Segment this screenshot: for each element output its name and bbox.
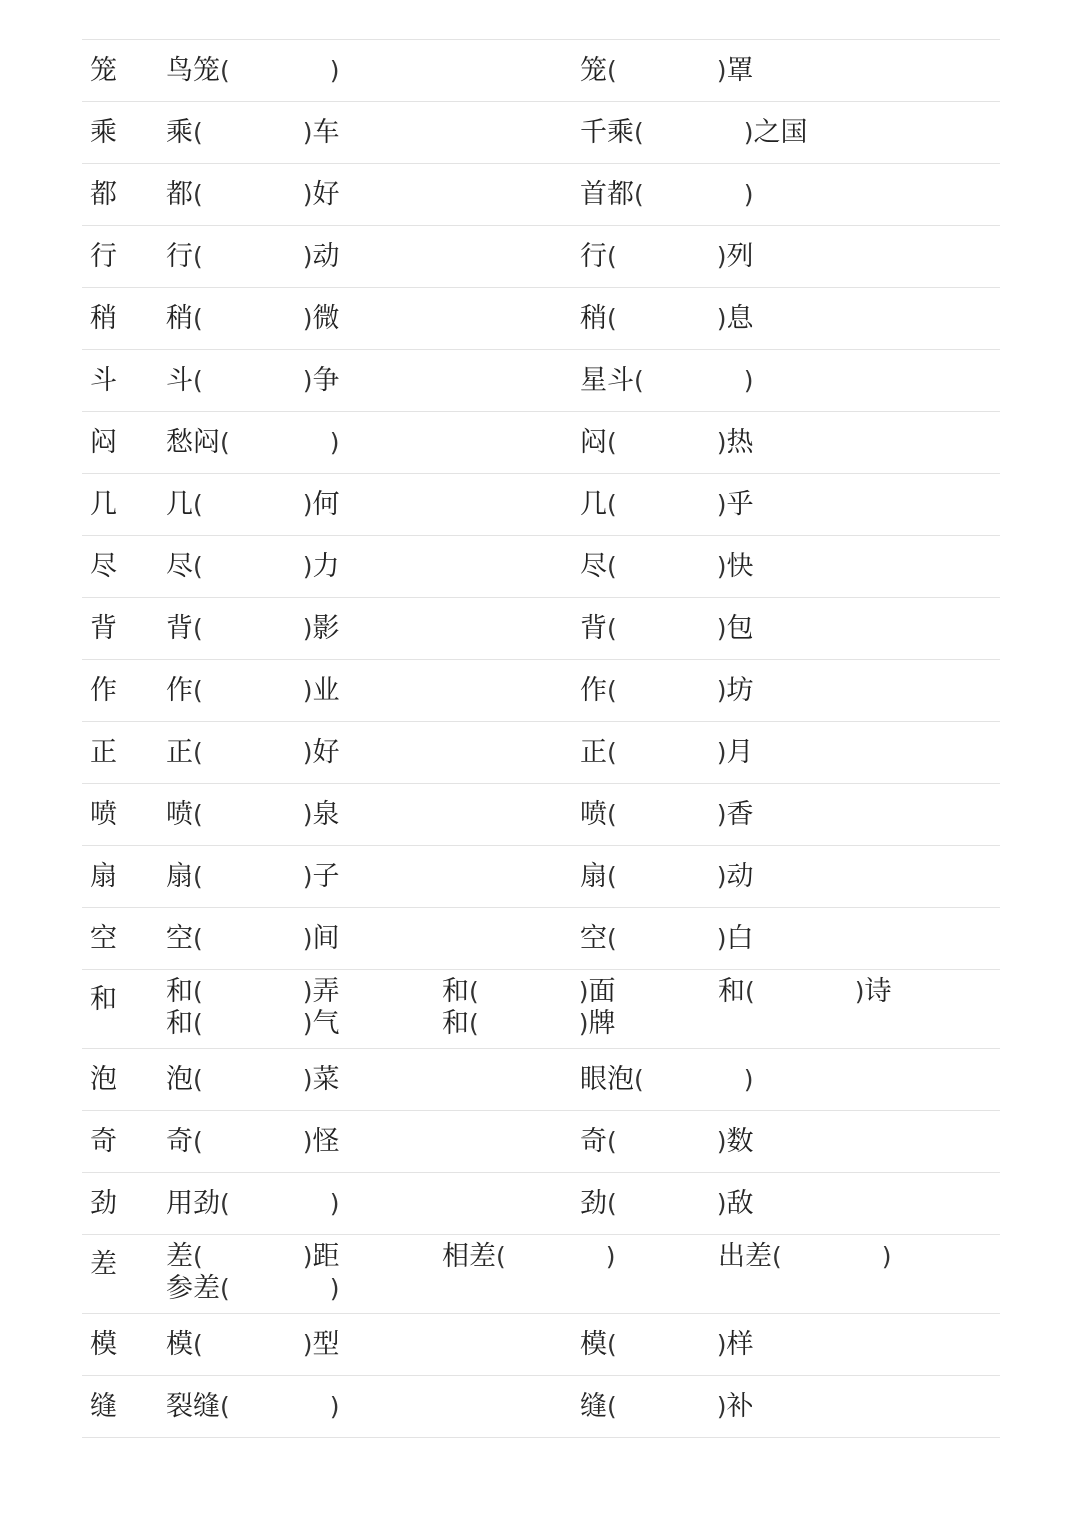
word-prefix: 背: [166, 613, 193, 644]
open-paren: (: [220, 428, 230, 457]
word-suffix: 月: [726, 737, 754, 768]
word-entry: [166, 613, 340, 645]
exercise-row: [82, 1376, 1000, 1438]
word-entry: [166, 799, 340, 831]
close-paren: ): [716, 304, 727, 333]
word-prefix: 和: [166, 976, 193, 1007]
word-entry: [580, 923, 754, 955]
word-prefix: 喷: [166, 799, 193, 830]
open-paren: (: [634, 118, 644, 147]
open-paren: (: [193, 1330, 203, 1359]
word-prefix: 空: [580, 923, 607, 954]
word-prefix: 和: [442, 976, 469, 1007]
polyphone-exercise-sheet: [82, 39, 1000, 1438]
word-entry: [166, 1329, 340, 1361]
word-suffix: 坊: [726, 675, 754, 706]
close-paren: ): [302, 304, 313, 333]
open-paren: (: [193, 304, 203, 333]
polyphone-char: 模: [90, 1329, 117, 1360]
exercise-row: [82, 970, 1000, 1049]
close-paren: ): [743, 180, 754, 209]
word-suffix: 动: [312, 241, 340, 272]
open-paren: (: [193, 738, 203, 767]
open-paren: (: [607, 490, 617, 519]
polyphone-char: 泡: [90, 1064, 117, 1095]
word-suffix: 何: [312, 489, 340, 520]
close-paren: ): [605, 1242, 616, 1271]
word-entry: [442, 1008, 616, 1040]
word-entry: [442, 976, 616, 1008]
close-paren: ): [716, 1127, 727, 1156]
word-prefix: 千乘: [580, 117, 634, 148]
close-paren: ): [302, 800, 313, 829]
word-entry: [580, 1391, 754, 1423]
close-paren: ): [302, 1242, 313, 1271]
open-paren: (: [496, 1242, 506, 1271]
close-paren: ): [743, 366, 754, 395]
exercise-row: [82, 288, 1000, 350]
word-entry: [166, 1008, 340, 1040]
open-paren: (: [634, 366, 644, 395]
word-prefix: 稍: [166, 303, 193, 334]
open-paren: (: [193, 800, 203, 829]
word-prefix: 模: [580, 1329, 607, 1360]
word-suffix: 子: [312, 861, 340, 892]
polyphone-char: 缝: [90, 1391, 117, 1422]
exercise-row: [82, 536, 1000, 598]
polyphone-char: 行: [90, 241, 117, 272]
close-paren: ): [743, 118, 754, 147]
word-entry: [166, 737, 340, 769]
word-suffix: 型: [312, 1329, 340, 1360]
word-suffix: 车: [312, 117, 340, 148]
open-paren: (: [607, 1392, 617, 1421]
word-prefix: 扇: [166, 861, 193, 892]
word-prefix: 相差: [442, 1241, 496, 1272]
close-paren: ): [302, 1065, 313, 1094]
word-prefix: 尽: [166, 551, 193, 582]
word-entry: [166, 1126, 340, 1158]
open-paren: (: [193, 924, 203, 953]
word-suffix: 乎: [726, 489, 754, 520]
open-paren: (: [220, 1189, 230, 1218]
word-suffix: 数: [726, 1126, 754, 1157]
polyphone-char: 差: [90, 1249, 117, 1280]
open-paren: (: [607, 304, 617, 333]
close-paren: ): [302, 180, 313, 209]
word-prefix: 行: [580, 241, 607, 272]
word-entry: [580, 613, 754, 645]
word-suffix: 香: [726, 799, 754, 830]
close-paren: ): [716, 862, 727, 891]
word-suffix: 业: [312, 675, 340, 706]
word-prefix: 眼泡: [580, 1064, 634, 1095]
word-prefix: 出差: [718, 1241, 772, 1272]
word-entry: [166, 976, 340, 1008]
word-entry: [166, 179, 340, 211]
word-entry: [580, 675, 754, 707]
close-paren: ): [716, 56, 727, 85]
exercise-row: [82, 164, 1000, 226]
word-entry: [166, 1391, 340, 1423]
exercise-row: [82, 226, 1000, 288]
open-paren: (: [772, 1242, 782, 1271]
exercise-row: [82, 412, 1000, 474]
word-entry: [580, 303, 754, 335]
word-prefix: 和: [442, 1008, 469, 1039]
word-prefix: 闷: [580, 427, 607, 458]
word-prefix: 星斗: [580, 365, 634, 396]
open-paren: (: [193, 242, 203, 271]
open-paren: (: [634, 180, 644, 209]
open-paren: (: [634, 1065, 644, 1094]
word-entry: [580, 737, 754, 769]
word-suffix: 面: [588, 976, 616, 1007]
close-paren: ): [302, 676, 313, 705]
polyphone-char: 几: [90, 489, 117, 520]
close-paren: ): [302, 977, 313, 1006]
open-paren: (: [607, 800, 617, 829]
word-suffix: 快: [726, 551, 754, 582]
word-suffix: 样: [726, 1329, 754, 1360]
word-entry: [580, 799, 754, 831]
exercise-row: [82, 1235, 1000, 1314]
word-prefix: 模: [166, 1329, 193, 1360]
word-entry: [580, 1329, 754, 1361]
close-paren: ): [854, 977, 865, 1006]
word-entry: [166, 861, 340, 893]
polyphone-char: 奇: [90, 1126, 117, 1157]
word-entry: [166, 241, 340, 273]
word-prefix: 缝: [580, 1391, 607, 1422]
open-paren: (: [469, 1009, 479, 1038]
word-prefix: 首都: [580, 179, 634, 210]
word-suffix: 之国: [753, 117, 808, 148]
close-paren: ): [329, 428, 340, 457]
exercise-row: [82, 660, 1000, 722]
open-paren: (: [607, 428, 617, 457]
close-paren: ): [329, 1189, 340, 1218]
polyphone-char: 和: [90, 984, 117, 1015]
word-prefix: 用劲: [166, 1188, 220, 1219]
close-paren: ): [302, 1127, 313, 1156]
word-entry: [166, 923, 340, 955]
word-prefix: 空: [166, 923, 193, 954]
open-paren: (: [607, 738, 617, 767]
open-paren: (: [193, 676, 203, 705]
polyphone-char: 正: [90, 737, 117, 768]
close-paren: ): [302, 366, 313, 395]
close-paren: ): [578, 977, 589, 1006]
word-suffix: 微: [312, 303, 340, 334]
close-paren: ): [716, 428, 727, 457]
close-paren: ): [329, 1392, 340, 1421]
word-prefix: 泡: [166, 1064, 193, 1095]
open-paren: (: [220, 1392, 230, 1421]
word-prefix: 笼: [580, 55, 607, 86]
word-entry: [166, 551, 340, 583]
open-paren: (: [607, 614, 617, 643]
open-paren: (: [193, 862, 203, 891]
word-entry: [166, 1241, 340, 1273]
word-prefix: 扇: [580, 861, 607, 892]
open-paren: (: [193, 490, 203, 519]
word-entry: [166, 365, 340, 397]
word-suffix: 白: [726, 923, 754, 954]
exercise-row: [82, 784, 1000, 846]
polyphone-char: 闷: [90, 427, 117, 458]
word-entry: [580, 117, 808, 149]
word-entry: [580, 1064, 754, 1096]
close-paren: ): [716, 552, 727, 581]
word-prefix: 鸟笼: [166, 55, 220, 86]
word-entry: [166, 55, 340, 87]
exercise-row: [82, 40, 1000, 102]
word-prefix: 作: [166, 675, 193, 706]
word-suffix: 热: [726, 427, 754, 458]
word-entry: [580, 861, 754, 893]
open-paren: (: [220, 1274, 230, 1303]
polyphone-char: 扇: [90, 861, 117, 892]
word-suffix: 气: [312, 1008, 340, 1039]
word-entry: [166, 1188, 340, 1220]
word-entry: [166, 1273, 340, 1305]
polyphone-char: 背: [90, 613, 117, 644]
word-prefix: 差: [166, 1241, 193, 1272]
polyphone-char: 笼: [90, 55, 117, 86]
polyphone-char: 作: [90, 675, 117, 706]
word-prefix: 正: [580, 737, 607, 768]
word-suffix: 间: [312, 923, 340, 954]
close-paren: ): [302, 738, 313, 767]
close-paren: ): [302, 614, 313, 643]
open-paren: (: [193, 1127, 203, 1156]
word-entry: [580, 1126, 754, 1158]
close-paren: ): [716, 1189, 727, 1218]
close-paren: ): [716, 614, 727, 643]
word-suffix: 动: [726, 861, 754, 892]
close-paren: ): [302, 862, 313, 891]
polyphone-char: 稍: [90, 303, 117, 334]
close-paren: ): [302, 490, 313, 519]
word-entry: [580, 427, 754, 459]
polyphone-char: 喷: [90, 799, 117, 830]
open-paren: (: [607, 242, 617, 271]
word-prefix: 都: [166, 179, 193, 210]
close-paren: ): [302, 924, 313, 953]
word-entry: [580, 1188, 754, 1220]
open-paren: (: [193, 1009, 203, 1038]
word-prefix: 愁闷: [166, 427, 220, 458]
word-suffix: 列: [726, 241, 754, 272]
open-paren: (: [607, 676, 617, 705]
exercise-row: [82, 598, 1000, 660]
word-suffix: 影: [312, 613, 340, 644]
word-prefix: 喷: [580, 799, 607, 830]
exercise-row: [82, 1314, 1000, 1376]
word-suffix: 好: [312, 179, 340, 210]
polyphone-char: 空: [90, 923, 117, 954]
open-paren: (: [193, 180, 203, 209]
close-paren: ): [716, 1392, 727, 1421]
close-paren: ): [881, 1242, 892, 1271]
open-paren: (: [193, 977, 203, 1006]
word-prefix: 几: [166, 489, 193, 520]
polyphone-char: 劲: [90, 1188, 117, 1219]
close-paren: ): [302, 552, 313, 581]
word-entry: [580, 241, 754, 273]
word-prefix: 作: [580, 675, 607, 706]
word-prefix: 和: [166, 1008, 193, 1039]
word-suffix: 怪: [312, 1126, 340, 1157]
open-paren: (: [607, 1189, 617, 1218]
exercise-row: [82, 908, 1000, 970]
open-paren: (: [607, 924, 617, 953]
close-paren: ): [302, 242, 313, 271]
word-suffix: 息: [726, 303, 754, 334]
close-paren: ): [716, 490, 727, 519]
close-paren: ): [716, 800, 727, 829]
word-prefix: 奇: [166, 1126, 193, 1157]
exercise-row: [82, 1111, 1000, 1173]
word-entry: [580, 55, 754, 87]
open-paren: (: [193, 118, 203, 147]
open-paren: (: [469, 977, 479, 1006]
word-prefix: 奇: [580, 1126, 607, 1157]
polyphone-char: 都: [90, 179, 117, 210]
open-paren: (: [220, 56, 230, 85]
word-prefix: 尽: [580, 551, 607, 582]
word-entry: [166, 675, 340, 707]
open-paren: (: [607, 1127, 617, 1156]
word-entry: [580, 489, 754, 521]
exercise-row: [82, 350, 1000, 412]
word-prefix: 背: [580, 613, 607, 644]
close-paren: ): [716, 676, 727, 705]
close-paren: ): [716, 242, 727, 271]
open-paren: (: [193, 614, 203, 643]
word-suffix: 罩: [726, 55, 754, 86]
word-prefix: 几: [580, 489, 607, 520]
word-prefix: 裂缝: [166, 1391, 220, 1422]
word-suffix: 好: [312, 737, 340, 768]
close-paren: ): [329, 1274, 340, 1303]
word-prefix: 乘: [166, 117, 193, 148]
exercise-row: [82, 1173, 1000, 1235]
word-entry: [166, 303, 340, 335]
exercise-row: [82, 474, 1000, 536]
open-paren: (: [193, 552, 203, 581]
word-suffix: 力: [312, 551, 340, 582]
polyphone-char: 尽: [90, 551, 117, 582]
open-paren: (: [607, 552, 617, 581]
word-suffix: 距: [312, 1241, 340, 1272]
word-suffix: 敌: [726, 1188, 754, 1219]
open-paren: (: [193, 1065, 203, 1094]
open-paren: (: [193, 1242, 203, 1271]
exercise-row: [82, 846, 1000, 908]
word-prefix: 正: [166, 737, 193, 768]
close-paren: ): [302, 1330, 313, 1359]
polyphone-char: 乘: [90, 117, 117, 148]
word-entry: [580, 179, 754, 211]
word-entry: [166, 489, 340, 521]
word-prefix: 参差: [166, 1273, 220, 1304]
word-suffix: 包: [726, 613, 754, 644]
word-entry: [166, 1064, 340, 1096]
word-prefix: 劲: [580, 1188, 607, 1219]
word-prefix: 稍: [580, 303, 607, 334]
close-paren: ): [302, 118, 313, 147]
word-prefix: 行: [166, 241, 193, 272]
word-suffix: 弄: [312, 976, 340, 1007]
word-entry: [166, 427, 340, 459]
word-suffix: 牌: [588, 1008, 616, 1039]
open-paren: (: [607, 862, 617, 891]
word-suffix: 泉: [312, 799, 340, 830]
polyphone-char: 斗: [90, 365, 117, 396]
word-suffix: 补: [726, 1391, 754, 1422]
word-suffix: 争: [312, 365, 340, 396]
open-paren: (: [745, 977, 755, 1006]
exercise-row: [82, 722, 1000, 784]
close-paren: ): [329, 56, 340, 85]
word-entry: [580, 551, 754, 583]
close-paren: ): [578, 1009, 589, 1038]
open-paren: (: [607, 1330, 617, 1359]
close-paren: ): [716, 738, 727, 767]
exercise-row: [82, 1049, 1000, 1111]
open-paren: (: [193, 366, 203, 395]
word-suffix: 诗: [864, 976, 892, 1007]
close-paren: ): [716, 924, 727, 953]
close-paren: ): [716, 1330, 727, 1359]
word-entry: [580, 365, 754, 397]
word-entry: [718, 976, 892, 1008]
word-entry: [166, 117, 340, 149]
word-prefix: 斗: [166, 365, 193, 396]
close-paren: ): [743, 1065, 754, 1094]
close-paren: ): [302, 1009, 313, 1038]
exercise-row: [82, 102, 1000, 164]
word-prefix: 和: [718, 976, 745, 1007]
word-suffix: 菜: [312, 1064, 340, 1095]
open-paren: (: [607, 56, 617, 85]
word-entry: [718, 1241, 892, 1273]
word-entry: [442, 1241, 616, 1273]
